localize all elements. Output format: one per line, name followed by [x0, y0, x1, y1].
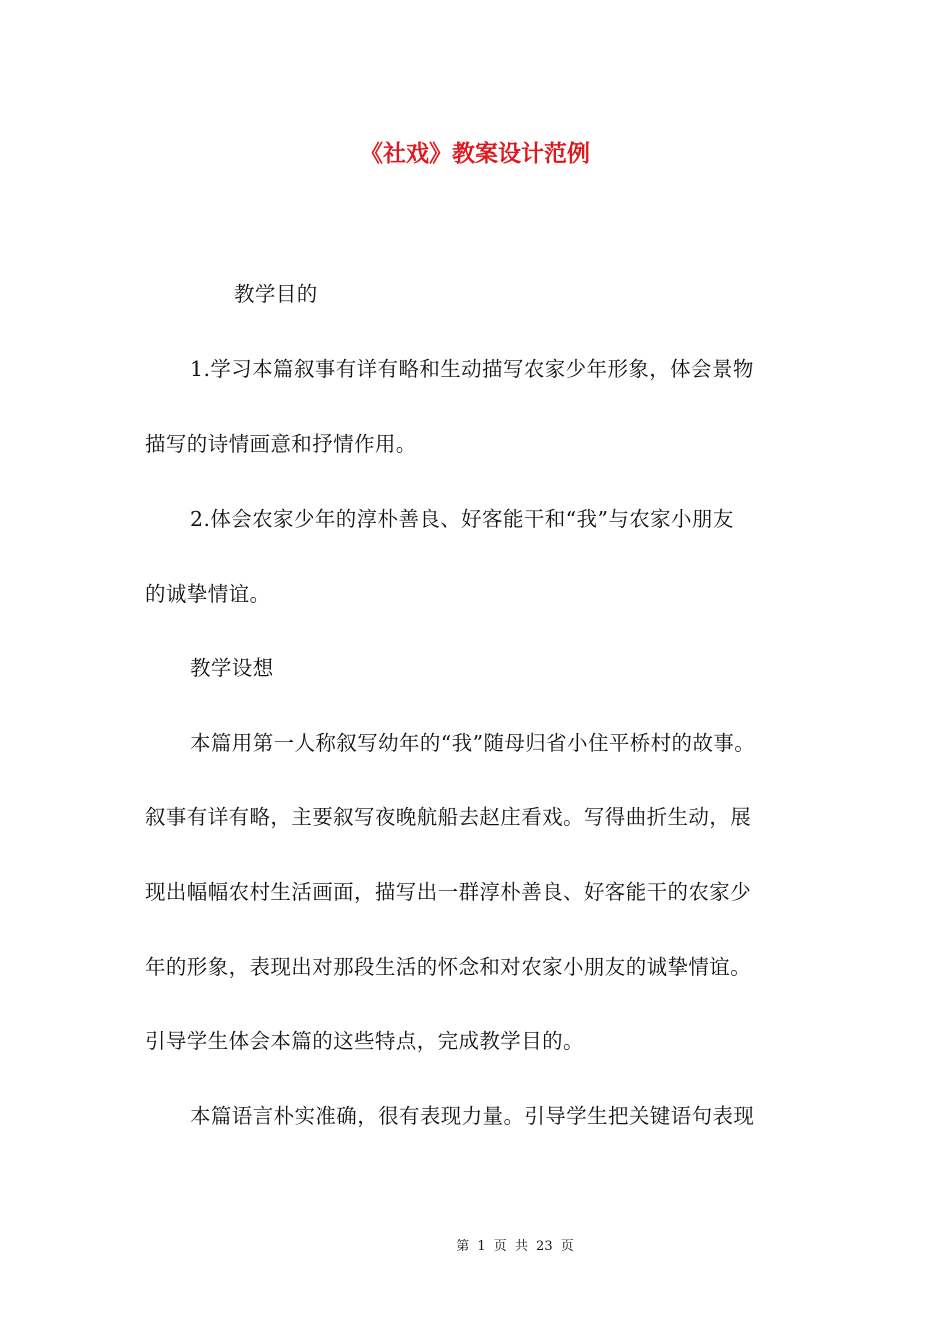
- paragraph-line: 引导学生体会本篇的这些特点，完成教学目的。: [145, 1029, 584, 1053]
- paragraph-line: 的诚挚情谊。: [145, 582, 271, 606]
- document-title: 《社戏》教案设计范例: [360, 141, 590, 167]
- section-heading-objectives: 教学目的: [234, 282, 318, 306]
- paragraph-line: 描写的诗情画意和抒情作用。: [145, 432, 417, 456]
- paragraph-line: 现出幅幅农村生活画面，描写出一群淳朴善良、好客能干的农家少: [145, 880, 752, 904]
- paragraph-line: 1.学习本篇叙事有详有略和生动描写农家少年形象，体会景物: [190, 357, 754, 381]
- paragraph-line: 2.体会农家少年的淳朴善良、好客能干和“我”与农家小朋友: [190, 507, 734, 531]
- paragraph-line: 叙事有详有略，主要叙写夜晚航船去赵庄看戏。写得曲折生动，展: [145, 805, 752, 829]
- paragraph-line: 本篇用第一人称叙写幼年的“我”随母归省小住平桥村的故事。: [190, 731, 756, 755]
- paragraph-line: 年的形象，表现出对那段生活的怀念和对农家小朋友的诚挚情谊。: [145, 955, 752, 979]
- section-heading-design: 教学设想: [190, 656, 274, 680]
- page-footer: 第 1 页 共 23 页: [456, 1239, 574, 1254]
- paragraph-line: 本篇语言朴实准确，很有表现力量。引导学生把关键语句表现: [190, 1104, 755, 1128]
